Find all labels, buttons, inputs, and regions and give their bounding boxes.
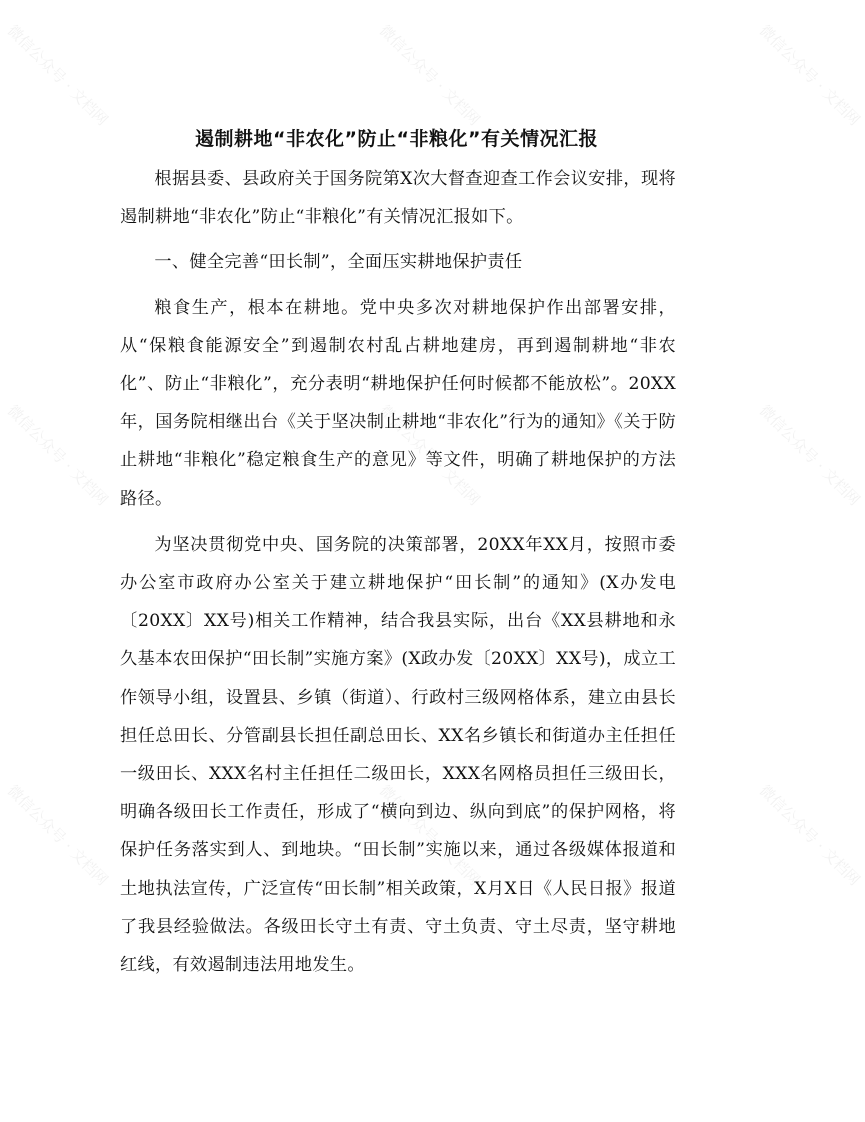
body-paragraph: 为坚决贯彻党中央、国务院的决策部署，20XX年XX月，按照市委办公室市政府办公室关于建立耕地保护“田长制”的通知》(X办发电〔20XX〕XX号)相关工作精神，结合我县实际，出台《XX县耕地和永久基本农田保护“田长制”实施方案》(X政办发〔20XX〕XX号)，成立工作领导小组，设置县、乡镇（街道）、行政村三级网格体系，建立由县长担任总田长、分管副县长担任副总田长、XX名乡镇长和街道办主任担任一级田长、XXX名村主任担任二级田长，XXX名网格员担任三级田长，明确各级田长工作责任，形成了“横向到边、纵向到底”的保护网格，将保护任务落实到人、到地块。“田长制”实施以来，通过各级媒体报道和土地执法宣传，广泛宣传“田长制”相关政策，X月X日《人民日报》报道了我县经验做法。各级田长守土有责、守土负责、守土尽责，坚守耕地红线，有效遏制违法用地发生。 (120, 534, 676, 976)
watermark-text: 微信公众号 · 文档网 (755, 401, 864, 510)
watermark-text: 微信公众号 · 文档网 (375, 781, 484, 890)
watermark-text: 微信公众号 · 文档网 (3, 781, 112, 890)
watermark-text: 微信公众号 · 文档网 (375, 21, 484, 130)
watermark-text: 微信公众号 · 文档网 (3, 401, 112, 510)
watermark-text: 微信公众号 · 文档网 (755, 781, 864, 890)
watermark-text: 微信公众号 · 文档网 (3, 21, 112, 130)
body-paragraph: 粮食生产，根本在耕地。党中央多次对耕地保护作出部署安排，从“保粮食能源安全”到遏制农村乱占耕地建房，再到遏制耕地“非农化”、防止“非粮化”，充分表明“耕地保护任何时候都不能放松”。20XX年，国务院相继出台《关于坚决制止耕地“非农化”行为的通知》《关于防止耕地“非粮化”稳定粮食生产的意见》等文件，明确了耕地保护的方法路径。 (120, 297, 676, 509)
document-title: 遏制耕地“非农化”防止“非粮化”有关情况汇报 (195, 128, 598, 150)
watermark-text: 微信公众号 · 文档网 (755, 21, 864, 130)
section-heading: 一、健全完善“田长制”，全面压实耕地保护责任 (154, 252, 523, 273)
document-body (120, 160, 676, 984)
intro-paragraph: 根据县委、县政府关于国务院第X次大督查迎查工作会议安排，现将遏制耕地“非农化”防止“非粮化”有关情况汇报如下。 (120, 169, 676, 228)
watermark-text: 微信公众号 · 文档网 (375, 401, 484, 510)
